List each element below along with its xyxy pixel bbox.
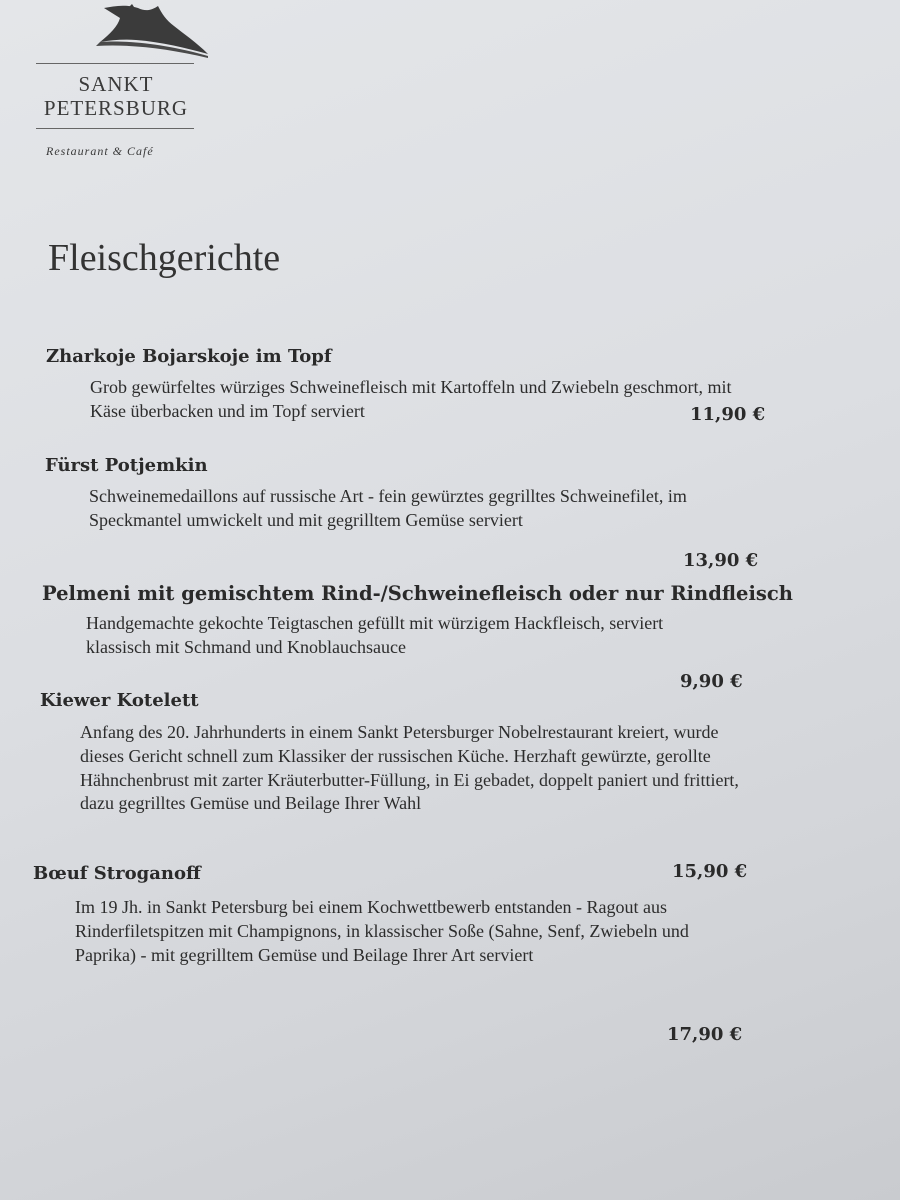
logo-top-rule [36,63,194,64]
dish-price: 15,90 € [672,861,748,882]
dish-name: Pelmeni mit gemischtem Rind-/Schweinefleisch oder nur Rindfleisch [42,582,793,605]
dish-price: 11,90 € [690,404,766,425]
dish-item [33,863,813,967]
logo-bottom-rule [36,128,194,129]
brand-tagline: Restaurant & Café [46,144,154,158]
dish-description: Anfang des 20. Jahrhunderts in einem Sankt Petersburger Nobelrestaurant kreiert, wurde dieses Gericht schnell zum Klassiker der russischen Küche. Herzhaft gewürzte, gerollte Hähnchenbrust mit zarter Kräuterbutter-Füllung, in Ei gebadet, doppelt paniert und frittiert, dazu gegrilltes Gemüse und Beilage Ihrer Wahl [80,722,739,814]
dish-item [45,455,805,533]
dish-name: Bœuf Stroganoff [33,863,201,884]
dish-description: Im 19 Jh. in Sankt Petersburg bei einem Kochwettbewerb entstanden - Ragout aus Rinderfiletspitzen mit Champignons, in klassischer Soße (Sahne, Senf, Zwiebeln und Paprika) - mit gegrilltem Gemüse und Beilage Ihrer Art serviert [75,897,689,965]
brand-name-line-1: SANKT [78,72,154,96]
dish-price: 9,90 € [680,671,743,692]
dish-name: Fürst Potjemkin [45,455,208,476]
dish-description: Handgemachte gekochte Teigtaschen gefüllt mit würzigem Hackfleisch, serviert klassisch mit Schmand und Knoblauchsauce [86,613,664,658]
dish-price: 13,90 € [683,550,759,571]
horse-statue-logo-icon [66,0,216,58]
dish-name: Zharkoje Bojarskoje im Topf [46,346,332,367]
dish-name: Kiewer Kotelett [40,690,199,711]
section-title: Fleischgerichte [48,237,281,279]
dish-description: Schweinemedaillons auf russische Art - fein gewürztes gegrilltes Schweinefilet, im Speckmantel umwickelt und mit gegrilltem Gemüse serviert [89,486,687,531]
brand-name-line-2: PETERSBURG [43,96,189,120]
dish-item [42,582,842,660]
dish-item [40,690,820,816]
dish-price: 17,90 € [667,1024,743,1045]
dish-description: Grob gewürfeltes würziges Schweinefleisch mit Kartoffeln und Zwiebeln geschmort, mit Käse überbacken und im Topf serviert [90,377,732,422]
